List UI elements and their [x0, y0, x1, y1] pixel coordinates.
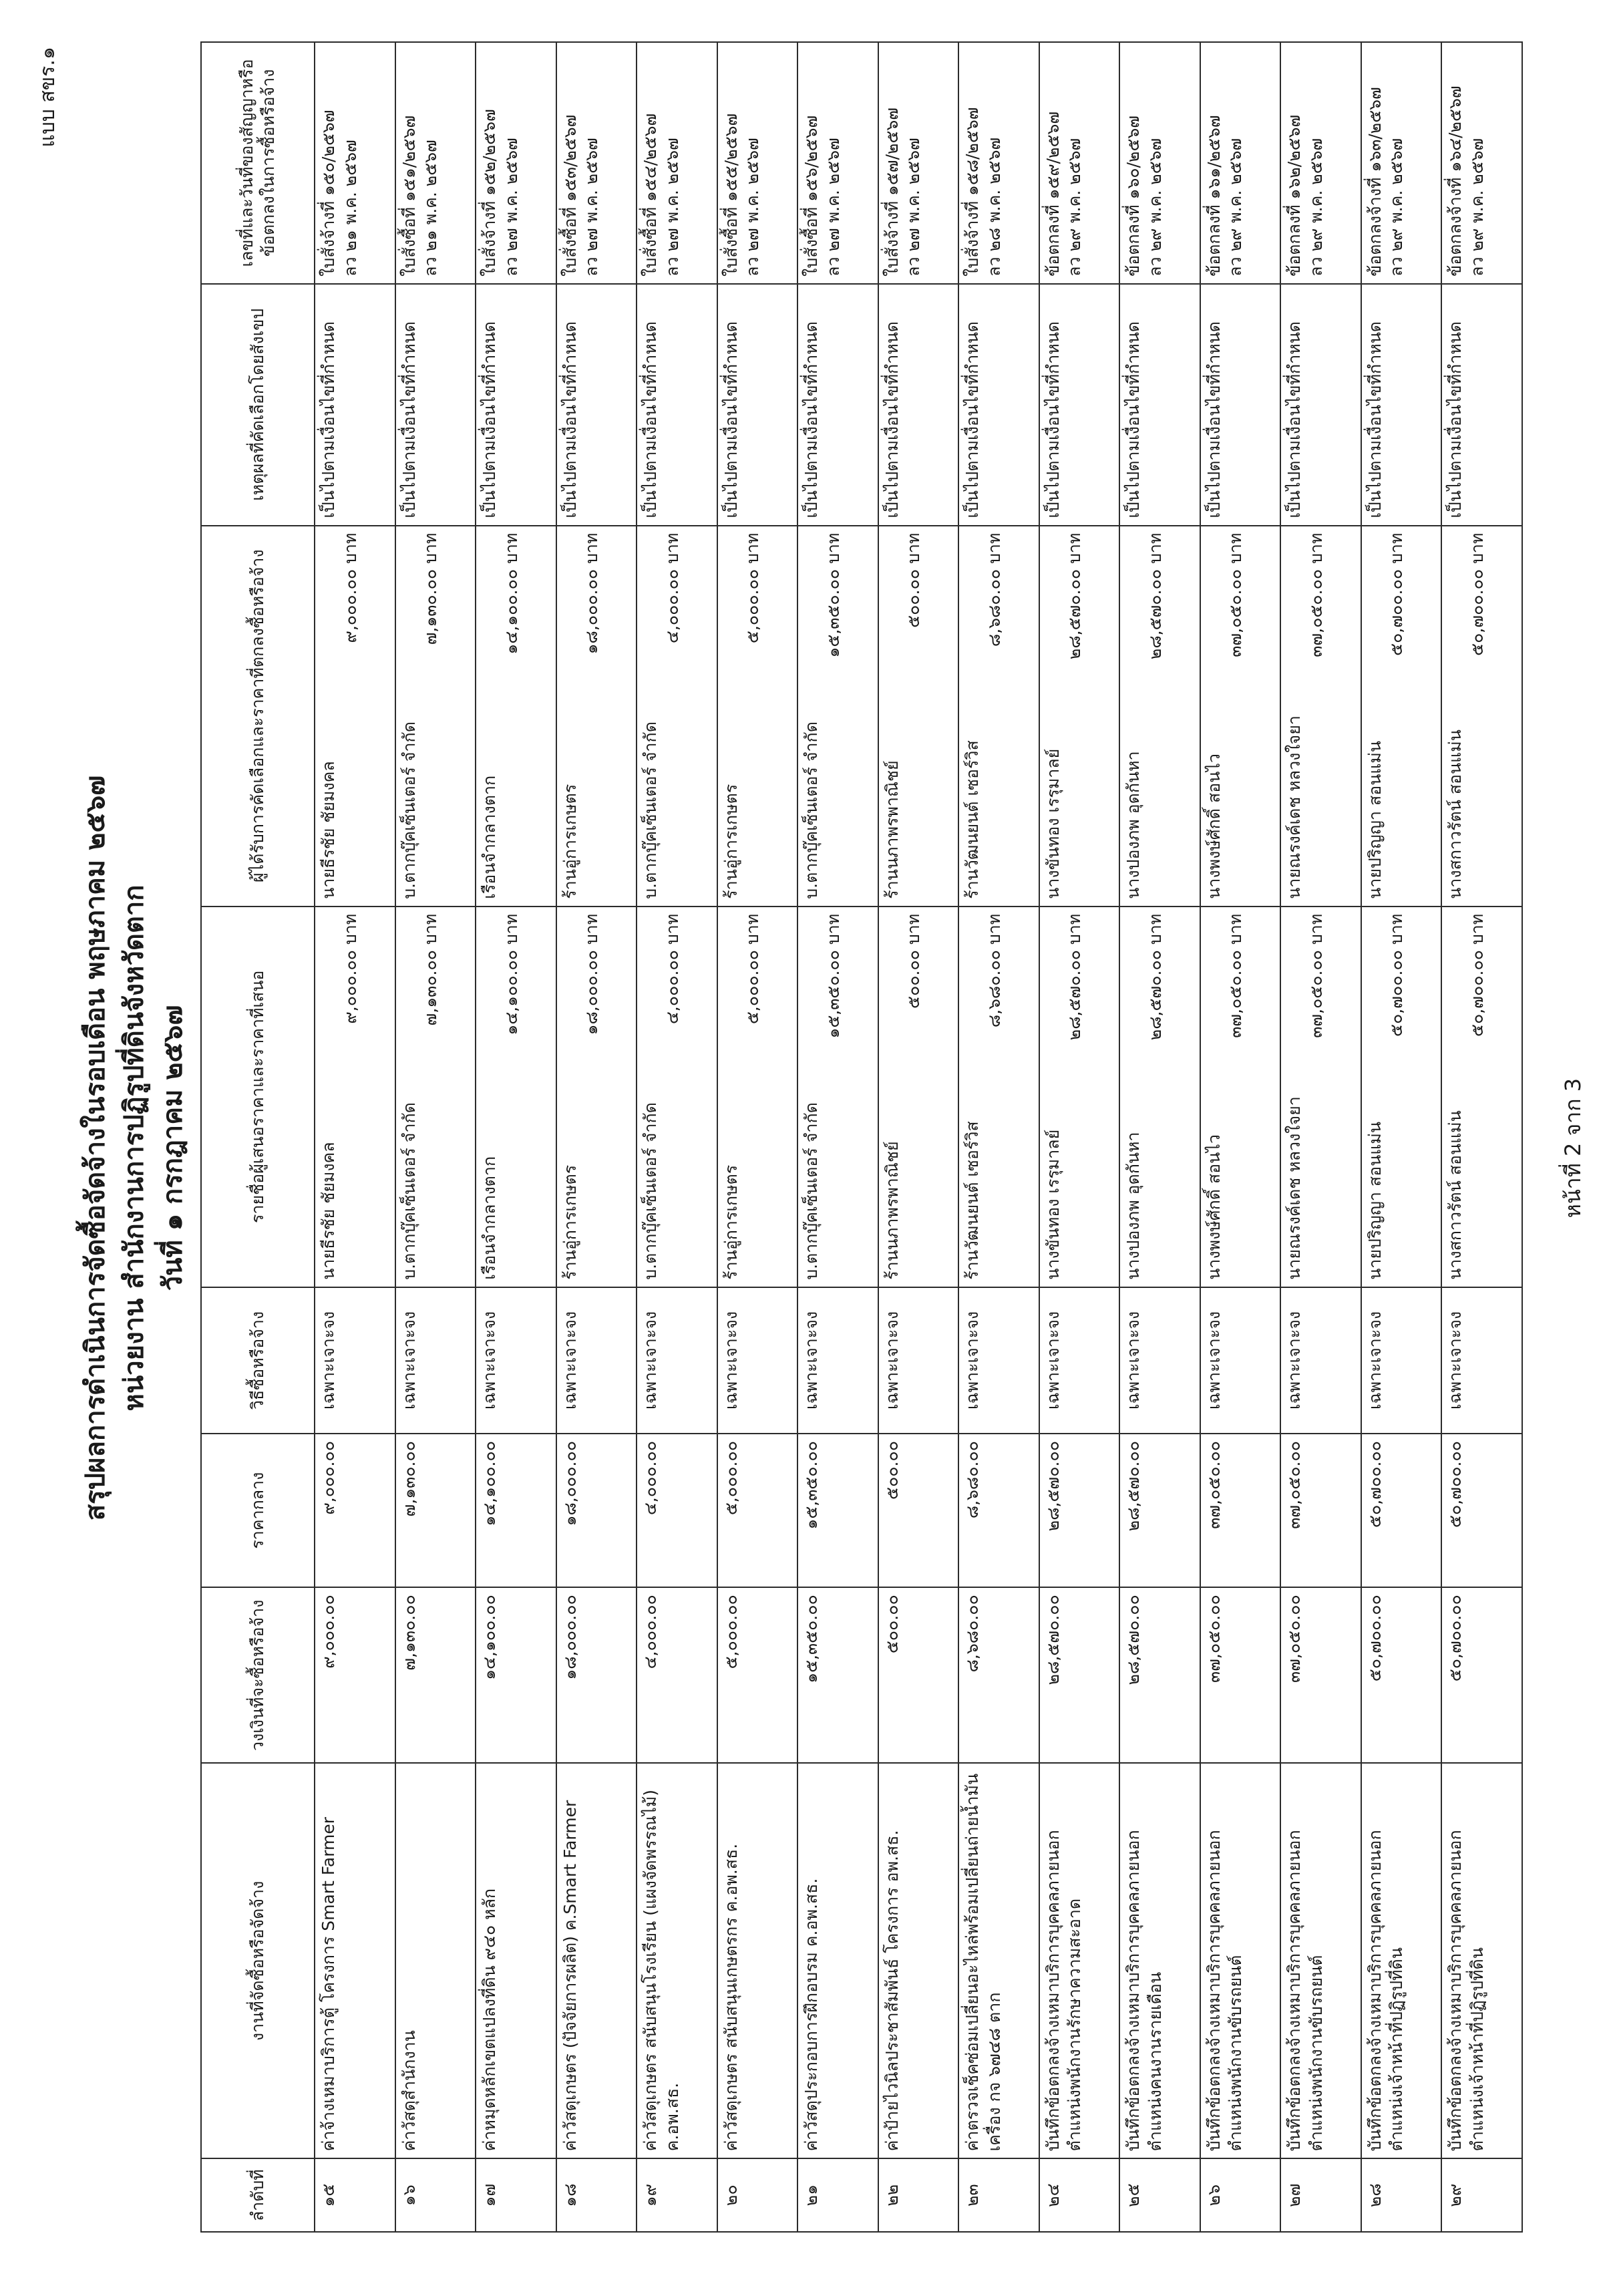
- winning-price: ๕๐๐.๐๐ บาท: [904, 532, 924, 628]
- contract-date: ลว ๒๙ พ.ค. ๒๕๖๗: [1226, 138, 1246, 277]
- median-price: ๒๘,๕๗๐.๐๐: [1039, 1434, 1120, 1587]
- selection-reason: เป็นไปตามเงื่อนไขที่กำหนด: [717, 284, 798, 526]
- selection-reason: เป็นไปตามเงื่อนไขที่กำหนด: [1280, 284, 1361, 526]
- procurement-method: เฉพาะเจาะจง: [637, 1287, 717, 1434]
- header-no: ลำดับที่: [201, 2158, 315, 2232]
- table-row: [1039, 42, 1120, 2232]
- selection-reason: เป็นไปตามเงื่อนไขที่กำหนด: [1039, 284, 1120, 526]
- budget-amount: ๑๘,๐๐๐.๐๐: [556, 1587, 637, 1763]
- procurement-method: เฉพาะเจาะจง: [1119, 1287, 1200, 1434]
- winner-name: บ.ตากบุ๊คเซ็นเตอร์ จำกัด: [801, 721, 822, 899]
- contract-cell: [1039, 42, 1120, 284]
- winning-price: ๑๔,๑๐๐.๐๐ บาท: [501, 532, 521, 655]
- bidder-name: ร้านอู่การเกษตร: [560, 1164, 580, 1280]
- bidder-name: บ.ตากบุ๊คเซ็นเตอร์ จำกัด: [801, 1102, 822, 1280]
- contract-number: ข้อตกลงที่ ๑๖๑/๒๕๖๗: [1204, 115, 1224, 277]
- contract-date: ลว ๒๘ พ.ค. ๒๕๖๗: [984, 137, 1004, 277]
- winning-price: ๑๕,๓๕๐.๐๐ บาท: [823, 532, 843, 658]
- median-price: ๘,๖๘๐.๐๐: [958, 1434, 1039, 1587]
- contract-cell: [476, 42, 556, 284]
- budget-amount: ๓๗,๐๕๐.๐๐: [1200, 1587, 1281, 1763]
- bidder-cell: [1280, 907, 1361, 1287]
- row-number: ๒๕: [1119, 2158, 1200, 2232]
- budget-amount: ๒๘,๕๗๐.๐๐: [1119, 1587, 1200, 1763]
- header-work: งานที่จัดซื้อหรือจัดจ้าง: [201, 1763, 315, 2158]
- table-row: [958, 42, 1039, 2232]
- bidder-cell: [476, 907, 556, 1287]
- winner-cell: [395, 526, 476, 907]
- contract-cell: [1119, 42, 1200, 284]
- budget-amount: ๕๐,๗๐๐.๐๐: [1441, 1587, 1522, 1763]
- bid-price: ๗,๑๓๐.๐๐ บาท: [421, 913, 441, 1026]
- row-number: ๒๐: [717, 2158, 798, 2232]
- contract-date: ลว ๒๗ พ.ค. ๒๕๖๗: [904, 138, 924, 277]
- budget-amount: ๒๘,๕๗๐.๐๐: [1039, 1587, 1120, 1763]
- work-description: ค่าจ้างเหมาบริการตู้ โครงการ Smart Farmer: [315, 1763, 395, 2158]
- work-description: ค่าป้ายไวนิลประชาสัมพันธ์ โครงการ อพ.สธ.: [878, 1763, 959, 2158]
- header-winner: ผู้ได้รับการคัดเลือกและราคาที่ตกลงซื้อหรือจ้าง: [201, 526, 315, 907]
- procurement-method: เฉพาะเจาะจง: [1200, 1287, 1281, 1434]
- selection-reason: เป็นไปตามเงื่อนไขที่กำหนด: [1200, 284, 1281, 526]
- contract-cell: [717, 42, 798, 284]
- table-row: [476, 42, 556, 2232]
- contract-number: ข้อตกลงที่ ๑๖๒/๒๕๖๗: [1284, 114, 1304, 277]
- bidder-cell: [395, 907, 476, 1287]
- contract-cell: [556, 42, 637, 284]
- winning-price: ๑๘,๐๐๐.๐๐ บาท: [582, 532, 602, 655]
- row-number: ๒๙: [1441, 2158, 1522, 2232]
- bidder-name: ร้านอู่การเกษตร: [721, 1164, 741, 1280]
- bidder-cell: [1039, 907, 1120, 1287]
- median-price: ๔,๐๐๐.๐๐: [637, 1434, 717, 1587]
- report-title: สรุปผลการดำเนินการจัดซื้อจัดจ้างในรอบเดือน พฤษภาคม ๒๕๖๗: [80, 775, 111, 1521]
- winner-cell: [476, 526, 556, 907]
- contract-number: ข้อตกลงที่ ๑๕๙/๒๕๖๗: [1043, 111, 1063, 277]
- work-description: ค่าหมุดหลักเขตแปลงที่ดิน ๙๔๐ หลัก: [476, 1763, 556, 2158]
- bid-price: ๕,๐๐๐.๐๐ บาท: [743, 913, 763, 1025]
- contract-number: ใบสั่งจ้างที่ ๑๕๒/๒๕๖๗: [480, 109, 500, 277]
- bidder-name: ร้านวัฒนยนต์ เซอร์วิส: [962, 1121, 982, 1280]
- contract-number: ใบสั่งจ้างที่ ๑๕๐/๒๕๖๗: [319, 110, 338, 277]
- procurement-method: เฉพาะเจาะจง: [797, 1287, 878, 1434]
- bid-price: ๕๐,๗๐๐.๐๐ บาท: [1387, 913, 1407, 1037]
- table-row: [556, 42, 637, 2232]
- work-description: ค่าตรวจเช็คซ่อมเปลี่ยนอะไหล่พร้อมเปลี่ยนถ่ายน้ำมันเครื่อง กจ ๖๗๔๘ ตาก: [958, 1763, 1039, 2158]
- work-description: บันทึกข้อตกลงจ้างเหมาบริการบุคคลภายนอก ตำแหน่งพนักงานรักษาความสะอาด: [1039, 1763, 1120, 2158]
- median-price: ๓๗,๐๕๐.๐๐: [1200, 1434, 1281, 1587]
- table-row: [315, 42, 395, 2232]
- row-number: ๒๖: [1200, 2158, 1281, 2232]
- row-number: ๑๘: [556, 2158, 637, 2232]
- bid-price: ๘,๖๘๐.๐๐ บาท: [984, 913, 1004, 1028]
- budget-amount: ๙,๐๐๐.๐๐: [315, 1587, 395, 1763]
- agency-line: หน่วยงาน สำนักงานการปฏิรูปที่ดินจังหวัดตาก: [119, 884, 150, 1412]
- bidder-cell: [878, 907, 959, 1287]
- winner-cell: [717, 526, 798, 907]
- budget-amount: ๑๕,๓๕๐.๐๐: [797, 1587, 878, 1763]
- contract-number: ข้อตกลงจ้างที่ ๑๖๓/๒๕๖๗: [1365, 87, 1385, 277]
- bidder-name: นางขันทอง เรรุมาลย์: [1043, 1129, 1063, 1280]
- winner-name: ร้านนภาพรพาณิชย์: [882, 760, 902, 899]
- winning-price: ๗,๑๓๐.๐๐ บาท: [421, 532, 441, 645]
- winner-cell: [315, 526, 395, 907]
- work-description: บันทึกข้อตกลงจ้างเหมาบริการบุคคลภายนอก ตำแหน่งพนักงานขับรถยนต์: [1200, 1763, 1281, 2158]
- bid-price: ๕๐,๗๐๐.๐๐ บาท: [1467, 913, 1487, 1037]
- work-description: บันทึกข้อตกลงจ้างเหมาบริการบุคคลภายนอก ตำแหน่งเจ้าหน้าที่ปฏิรูปที่ดิน: [1441, 1763, 1522, 2158]
- row-number: ๑๗: [476, 2158, 556, 2232]
- procurement-method: เฉพาะเจาะจง: [1441, 1287, 1522, 1434]
- winner-name: บ.ตากบุ๊คเซ็นเตอร์ จำกัด: [399, 721, 419, 899]
- contract-cell: [1200, 42, 1281, 284]
- table-row: [1361, 42, 1442, 2232]
- procurement-method: เฉพาะเจาะจง: [1039, 1287, 1120, 1434]
- table-body: [315, 42, 1522, 2232]
- bidder-name: บ.ตากบุ๊คเซ็นเตอร์ จำกัด: [641, 1102, 661, 1280]
- table-row: [395, 42, 476, 2232]
- bidder-cell: [717, 907, 798, 1287]
- winner-cell: [878, 526, 959, 907]
- median-price: ๕,๐๐๐.๐๐: [717, 1434, 798, 1587]
- bid-price: ๓๗,๐๕๐.๐๐ บาท: [1306, 913, 1326, 1038]
- contract-cell: [1280, 42, 1361, 284]
- contract-number: ข้อตกลงที่ ๑๖๐/๒๕๖๗: [1123, 115, 1143, 277]
- budget-amount: ๕๐,๗๐๐.๐๐: [1361, 1587, 1442, 1763]
- bid-price: ๙,๐๐๐.๐๐ บาท: [340, 913, 360, 1024]
- procurement-table: [200, 41, 1523, 2233]
- procurement-method: เฉพาะเจาะจง: [878, 1287, 959, 1434]
- winning-price: ๔,๐๐๐.๐๐ บาท: [662, 532, 682, 644]
- winner-cell: [637, 526, 717, 907]
- contract-date: ลว ๒๑ พ.ค. ๒๕๖๗: [340, 140, 360, 277]
- bidder-name: นางสกาวรัตน์ สอนแม่น: [1445, 1110, 1465, 1280]
- winner-name: นางปองภพ อุดกันหา: [1123, 751, 1143, 899]
- contract-cell: [878, 42, 959, 284]
- winning-price: ๙,๐๐๐.๐๐ บาท: [340, 532, 360, 643]
- budget-amount: ๕๐๐.๐๐: [878, 1587, 959, 1763]
- header-median-price: ราคากลาง: [201, 1434, 315, 1587]
- bidder-cell: [1361, 907, 1442, 1287]
- work-description: ค่าวัสดุเกษตร (ปัจจัยการผลิต) ค.Smart Farmer: [556, 1763, 637, 2158]
- median-price: ๒๘,๕๗๐.๐๐: [1119, 1434, 1200, 1587]
- bidder-name: ร้านนภาพรพาณิชย์: [882, 1141, 902, 1280]
- winning-price: ๕,๐๐๐.๐๐ บาท: [743, 532, 763, 644]
- contract-number: ใบสั่งจ้างที่ ๑๕๗/๒๕๖๗: [882, 107, 902, 277]
- table-row: [1280, 42, 1361, 2232]
- median-price: ๙,๐๐๐.๐๐: [315, 1434, 395, 1587]
- work-description: ค่าวัสดุประกอบการฝึกอบรม ค.อพ.สธ.: [797, 1763, 878, 2158]
- selection-reason: เป็นไปตามเงื่อนไขที่กำหนด: [476, 284, 556, 526]
- winner-name: นายณรงค์เดช หลวงใจยา: [1284, 715, 1304, 899]
- median-price: ๗,๑๓๐.๐๐: [395, 1434, 476, 1587]
- winner-cell: [1039, 526, 1120, 907]
- table-row: [797, 42, 878, 2232]
- table-row: [1441, 42, 1522, 2232]
- bidder-name: บ.ตากบุ๊คเซ็นเตอร์ จำกัด: [399, 1102, 419, 1280]
- page-number: หน้าที่ 2 จาก 3: [1560, 1078, 1586, 1218]
- winner-cell: [1200, 526, 1281, 907]
- selection-reason: เป็นไปตามเงื่อนไขที่กำหนด: [1119, 284, 1200, 526]
- row-number: ๑๕: [315, 2158, 395, 2232]
- winner-name: ร้านวัฒนยนต์ เซอร์วิส: [962, 740, 982, 899]
- work-description: ค่าวัสดุสำนักงาน: [395, 1763, 476, 2158]
- contract-number: ใบสั่งซื้อที่ ๑๕๓/๒๕๖๗: [560, 114, 580, 277]
- row-number: ๒๔: [1039, 2158, 1120, 2232]
- winning-price: ๓๗,๐๕๐.๐๐ บาท: [1306, 532, 1326, 657]
- winning-price: ๕๐,๗๐๐.๐๐ บาท: [1467, 532, 1487, 656]
- median-price: ๕๐,๗๐๐.๐๐: [1361, 1434, 1442, 1587]
- bid-price: ๑๔,๑๐๐.๐๐ บาท: [501, 913, 521, 1035]
- form-code: แบบ สขร.๑: [36, 47, 59, 148]
- contract-number: ใบสั่งจ้างที่ ๑๕๘/๒๕๖๗: [962, 107, 982, 277]
- selection-reason: เป็นไปตามเงื่อนไขที่กำหนด: [1361, 284, 1442, 526]
- contract-date: ลว ๒๑ พ.ค. ๒๕๖๗: [421, 140, 441, 277]
- report-date: วันที่ ๑ กรกฎาคม ๒๕๖๗: [158, 1005, 188, 1291]
- contract-date: ลว ๒๗ พ.ค. ๒๕๖๗: [582, 138, 602, 277]
- selection-reason: เป็นไปตามเงื่อนไขที่กำหนด: [878, 284, 959, 526]
- row-number: ๒๗: [1280, 2158, 1361, 2232]
- bidder-cell: [556, 907, 637, 1287]
- contract-date: ลว ๒๗ พ.ค. ๒๕๖๗: [823, 138, 843, 277]
- row-number: ๑๖: [395, 2158, 476, 2232]
- work-description: บันทึกข้อตกลงจ้างเหมาบริการบุคคลภายนอก ตำแหน่งคนงานรายเดือน: [1119, 1763, 1200, 2158]
- contract-cell: [315, 42, 395, 284]
- bidder-name: นายณรงค์เดช หลวงใจยา: [1284, 1096, 1304, 1280]
- winner-cell: [797, 526, 878, 907]
- bidder-name: เรือนจำกลางตาก: [480, 1156, 500, 1280]
- winner-cell: [1361, 526, 1442, 907]
- row-number: ๒๑: [797, 2158, 878, 2232]
- procurement-method: เฉพาะเจาะจง: [717, 1287, 798, 1434]
- selection-reason: เป็นไปตามเงื่อนไขที่กำหนด: [556, 284, 637, 526]
- bidder-name: นายธีรชัย ชัยมงคล: [319, 1142, 338, 1280]
- header-contract: เลขที่และวันที่ของสัญญาหรือข้อตกลงในการซื้อหรือจ้าง: [201, 42, 315, 284]
- bidder-name: นางปองภพ อุดกันหา: [1123, 1132, 1143, 1280]
- winner-cell: [958, 526, 1039, 907]
- contract-cell: [797, 42, 878, 284]
- contract-date: ลว ๒๙ พ.ค. ๒๕๖๗: [1467, 138, 1487, 277]
- contract-number: ข้อตกลงจ้างที่ ๑๖๔/๒๕๖๗: [1445, 86, 1465, 277]
- header-method: วิธีซื้อหรือจ้าง: [201, 1287, 315, 1434]
- winner-name: ร้านอู่การเกษตร: [560, 784, 580, 899]
- procurement-method: เฉพาะเจาะจง: [556, 1287, 637, 1434]
- work-description: บันทึกข้อตกลงจ้างเหมาบริการบุคคลภายนอก ตำแหน่งเจ้าหน้าที่ปฏิรูปที่ดิน: [1361, 1763, 1442, 2158]
- header-bidders: รายชื่อผู้เสนอราคาและราคาที่เสนอ: [201, 907, 315, 1287]
- bid-price: ๒๘,๕๗๐.๐๐ บาท: [1145, 913, 1165, 1041]
- table-row: [1200, 42, 1281, 2232]
- contract-date: ลว ๒๗ พ.ค. ๒๕๖๗: [743, 138, 763, 277]
- bidder-name: นางพงษ์ศักดิ์ สอนไว: [1204, 1134, 1224, 1280]
- contract-cell: [1361, 42, 1442, 284]
- winner-name: ร้านอู่การเกษตร: [721, 784, 741, 899]
- winning-price: ๓๗,๐๕๐.๐๐ บาท: [1226, 532, 1246, 657]
- bidder-name: นายปริญญา สอนแม่น: [1365, 1122, 1385, 1280]
- winner-name: นายธีรชัย ชัยมงคล: [319, 761, 338, 899]
- winner-cell: [1119, 526, 1200, 907]
- procurement-method: เฉพาะเจาะจง: [1361, 1287, 1442, 1434]
- winner-name: นางขันทอง เรรุมาลย์: [1043, 748, 1063, 899]
- contract-number: ใบสั่งซื้อที่ ๑๕๖/๒๕๖๗: [801, 115, 822, 277]
- winner-name: เรือนจำกลางตาก: [480, 775, 500, 899]
- table-header-row: [201, 42, 315, 2232]
- header-reason: เหตุผลที่คัดเลือกโดยสังเขป: [201, 284, 315, 526]
- winning-price: ๘,๖๘๐.๐๐ บาท: [984, 532, 1004, 647]
- selection-reason: เป็นไปตามเงื่อนไขที่กำหนด: [1441, 284, 1522, 526]
- winner-cell: [556, 526, 637, 907]
- work-description: ค่าวัสดุเกษตร สนับสนุนเกษตรกร ค.อพ.สธ.: [717, 1763, 798, 2158]
- bidder-cell: [637, 907, 717, 1287]
- budget-amount: ๗,๑๓๐.๐๐: [395, 1587, 476, 1763]
- winner-name: นางสกาวรัตน์ สอนแม่น: [1445, 729, 1465, 899]
- budget-amount: ๑๔,๑๐๐.๐๐: [476, 1587, 556, 1763]
- median-price: ๕๐,๗๐๐.๐๐: [1441, 1434, 1522, 1587]
- contract-number: ใบสั่งซื้อที่ ๑๕๑/๒๕๖๗: [399, 115, 419, 277]
- winning-price: ๒๘,๕๗๐.๐๐ บาท: [1065, 532, 1085, 660]
- median-price: ๓๗,๐๕๐.๐๐: [1280, 1434, 1361, 1587]
- winner-cell: [1441, 526, 1522, 907]
- winning-price: ๕๐,๗๐๐.๐๐ บาท: [1387, 532, 1407, 656]
- contract-date: ลว ๒๙ พ.ค. ๒๕๖๗: [1306, 138, 1326, 277]
- work-description: ค่าวัสดุเกษตร สนับสนุนโรงเรียน (แผงจัดพรรณไม้) ค.อพ.สธ.: [637, 1763, 717, 2158]
- contract-number: ใบสั่งซื้อที่ ๑๕๕/๒๕๖๗: [721, 113, 741, 277]
- procurement-method: เฉพาะเจาะจง: [958, 1287, 1039, 1434]
- median-price: ๕๐๐.๐๐: [878, 1434, 959, 1587]
- bidder-cell: [315, 907, 395, 1287]
- table-row: [1119, 42, 1200, 2232]
- row-number: ๒๒: [878, 2158, 959, 2232]
- selection-reason: เป็นไปตามเงื่อนไขที่กำหนด: [315, 284, 395, 526]
- contract-cell: [1441, 42, 1522, 284]
- row-number: ๑๙: [637, 2158, 717, 2232]
- budget-amount: ๓๗,๐๕๐.๐๐: [1280, 1587, 1361, 1763]
- contract-date: ลว ๒๙ พ.ค. ๒๕๖๗: [1387, 138, 1407, 277]
- median-price: ๑๘,๐๐๐.๐๐: [556, 1434, 637, 1587]
- bidder-cell: [958, 907, 1039, 1287]
- bid-price: ๔,๐๐๐.๐๐ บาท: [662, 913, 682, 1025]
- contract-date: ลว ๒๗ พ.ค. ๒๕๖๗: [501, 138, 521, 277]
- selection-reason: เป็นไปตามเงื่อนไขที่กำหนด: [395, 284, 476, 526]
- header-budget: วงเงินที่จะซื้อหรือจ้าง: [201, 1587, 315, 1763]
- budget-amount: ๕,๐๐๐.๐๐: [717, 1587, 798, 1763]
- selection-reason: เป็นไปตามเงื่อนไขที่กำหนด: [958, 284, 1039, 526]
- budget-amount: ๘,๖๘๐.๐๐: [958, 1587, 1039, 1763]
- winner-cell: [1280, 526, 1361, 907]
- contract-date: ลว ๒๙ พ.ค. ๒๕๖๗: [1065, 138, 1085, 277]
- procurement-method: เฉพาะเจาะจง: [315, 1287, 395, 1434]
- table-row: [878, 42, 959, 2232]
- bid-price: ๑๘,๐๐๐.๐๐ บาท: [582, 913, 602, 1035]
- bidder-cell: [1119, 907, 1200, 1287]
- contract-date: ลว ๒๗ พ.ค. ๒๕๖๗: [662, 138, 682, 277]
- row-number: ๒๓: [958, 2158, 1039, 2232]
- winning-price: ๒๘,๕๗๐.๐๐ บาท: [1145, 532, 1165, 660]
- contract-cell: [958, 42, 1039, 284]
- table-row: [637, 42, 717, 2232]
- selection-reason: เป็นไปตามเงื่อนไขที่กำหนด: [637, 284, 717, 526]
- procurement-method: เฉพาะเจาะจง: [476, 1287, 556, 1434]
- table-row: [717, 42, 798, 2232]
- median-price: ๑๔,๑๐๐.๐๐: [476, 1434, 556, 1587]
- bidder-cell: [1200, 907, 1281, 1287]
- bid-price: ๒๘,๕๗๐.๐๐ บาท: [1065, 913, 1085, 1041]
- contract-date: ลว ๒๙ พ.ค. ๒๕๖๗: [1145, 138, 1165, 277]
- winner-name: นายปริญญา สอนแม่น: [1365, 741, 1385, 899]
- contract-cell: [637, 42, 717, 284]
- median-price: ๑๕,๓๕๐.๐๐: [797, 1434, 878, 1587]
- row-number: ๒๘: [1361, 2158, 1442, 2232]
- work-description: บันทึกข้อตกลงจ้างเหมาบริการบุคคลภายนอก ตำแหน่งพนักงานขับรถยนต์: [1280, 1763, 1361, 2158]
- budget-amount: ๔,๐๐๐.๐๐: [637, 1587, 717, 1763]
- procurement-method: เฉพาะเจาะจง: [1280, 1287, 1361, 1434]
- selection-reason: เป็นไปตามเงื่อนไขที่กำหนด: [797, 284, 878, 526]
- winner-name: บ.ตากบุ๊คเซ็นเตอร์ จำกัด: [641, 721, 661, 899]
- contract-number: ใบสั่งซื้อที่ ๑๕๔/๒๕๖๗: [641, 113, 661, 277]
- bid-price: ๕๐๐.๐๐ บาท: [904, 913, 924, 1009]
- bid-price: ๓๗,๐๕๐.๐๐ บาท: [1226, 913, 1246, 1038]
- bid-price: ๑๕,๓๕๐.๐๐ บาท: [823, 913, 843, 1039]
- bidder-cell: [797, 907, 878, 1287]
- procurement-method: เฉพาะเจาะจง: [395, 1287, 476, 1434]
- bidder-cell: [1441, 907, 1522, 1287]
- contract-cell: [395, 42, 476, 284]
- winner-name: นางพงษ์ศักดิ์ สอนไว: [1204, 754, 1224, 899]
